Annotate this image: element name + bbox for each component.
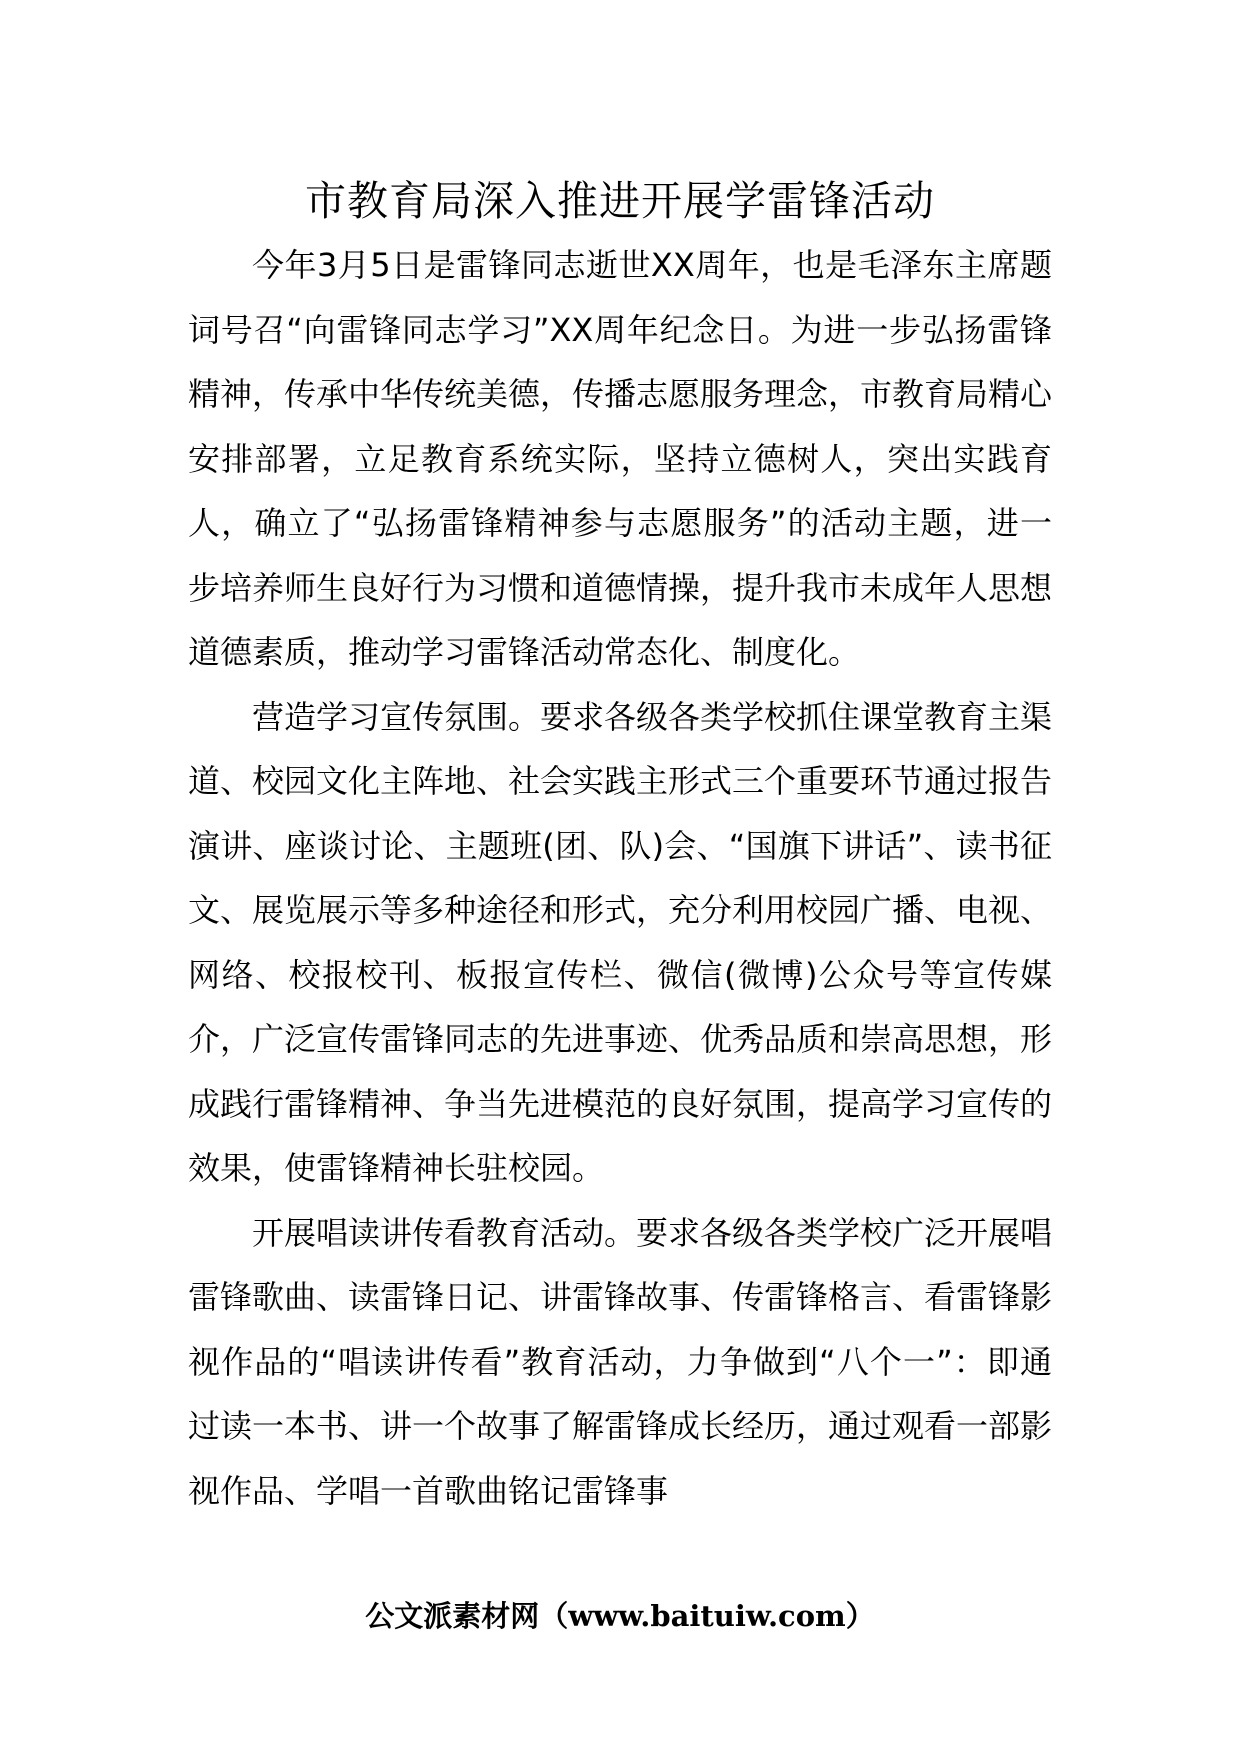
paragraph-publicity: 营造学习宣传氛围。要求各级各类学校抓住课堂教育主渠道、校园文化主阵地、社会实践主形式三个重要环节通过报告演讲、座谈讨论、主题班(团、队)会、“国旗下讲话”、读书征文、展览展示等多种途径和形式，充分利用校园广播、电视、网络、校报校刊、板报宣传栏、微信(微博)公众号等宣传媒介，广泛宣传雷锋同志的先进事迹、优秀品质和崇高思想，形成践行雷锋精神、争当先进模范的良好氛围，提高学习宣传的效果，使雷锋精神长驻校园。 bbox=[188, 697, 1053, 1187]
document-body bbox=[188, 233, 1052, 1523]
document-title: 市教育局深入推进开展学雷锋活动 bbox=[305, 177, 935, 225]
footer-watermark: 公文派素材网（www.baituiw.com） bbox=[365, 1599, 875, 1633]
paragraph-intro: 今年3月5日是雷锋同志逝世XX周年，也是毛泽东主席题词号召“向雷锋同志学习”XX周年纪念日。为进一步弘扬雷锋精神，传承中华传统美德，传播志愿服务理念，市教育局精心安排部署，立足教育系统实际，坚持立德树人，突出实践育人，确立了“弘扬雷锋精神参与志愿服务”的活动主题，进一步培养师生良好行为习惯和道德情操，提升我市未成年人思想道德素质，推动学习雷锋活动常态化、制度化。 bbox=[188, 246, 1053, 671]
paragraph-activities: 开展唱读讲传看教育活动。要求各级各类学校广泛开展唱雷锋歌曲、读雷锋日记、讲雷锋故事、传雷锋格言、看雷锋影视作品的“唱读讲传看”教育活动，力争做到“八个一”：即通过读一本书、讲一个故事了解雷锋成长经历，通过观看一部影视作品、学唱一首歌曲铭记雷锋事 bbox=[188, 1213, 1053, 1510]
